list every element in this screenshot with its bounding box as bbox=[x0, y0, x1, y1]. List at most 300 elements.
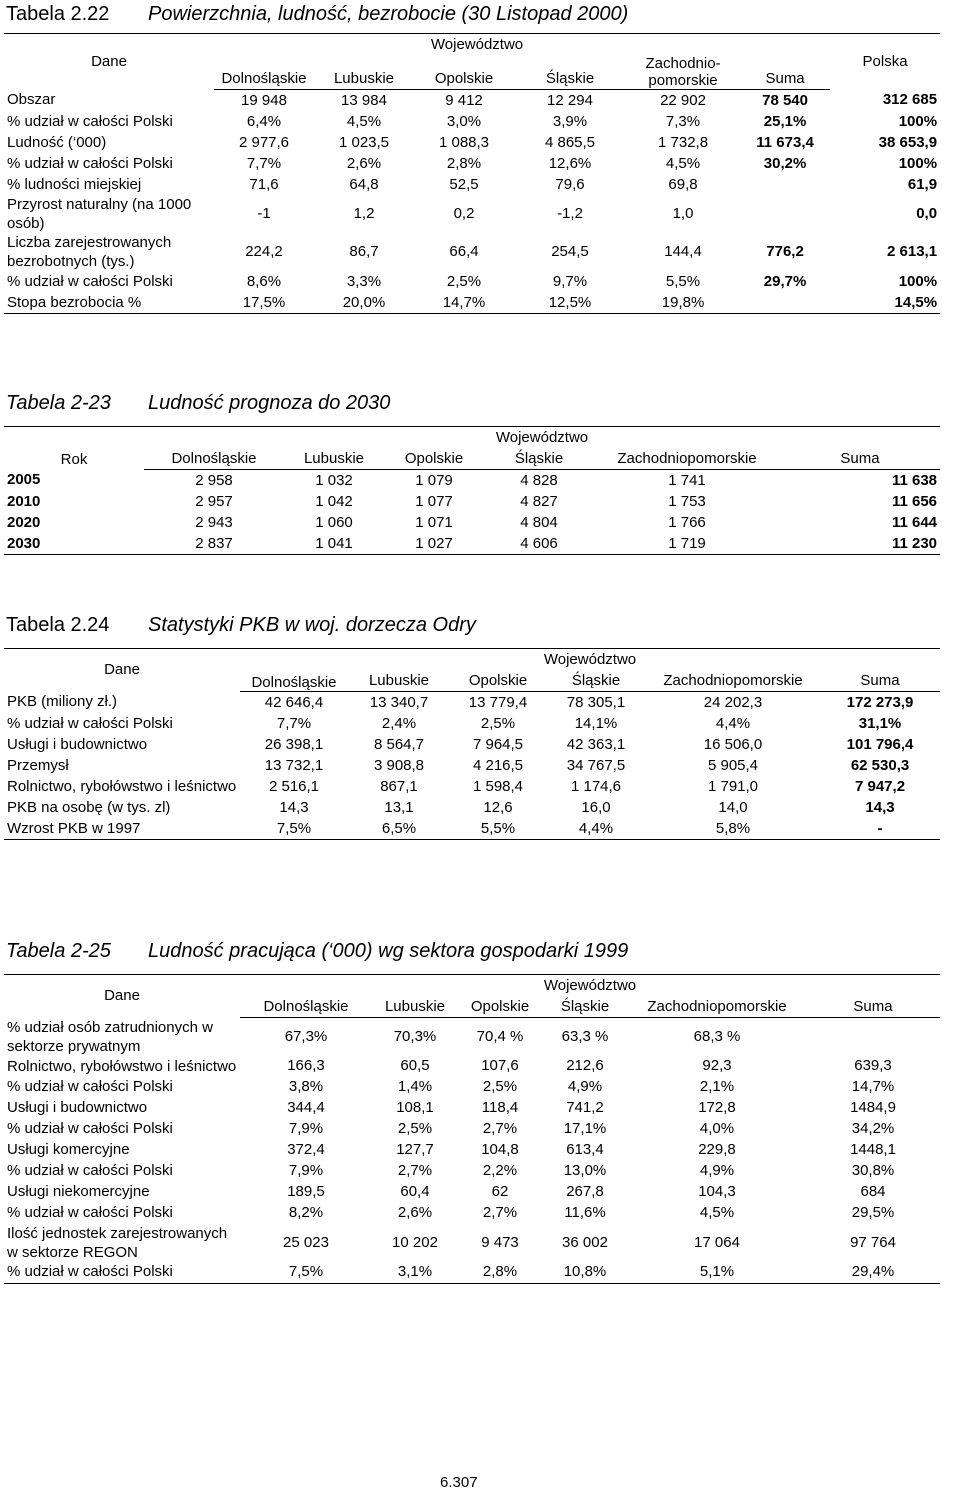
table-cell: 212,6 bbox=[566, 1057, 604, 1074]
row-label: % udział w całości Polski bbox=[7, 1204, 173, 1221]
table-cell: 14,3 bbox=[279, 798, 309, 816]
table-row bbox=[4, 470, 940, 492]
table-cell: 1 079 bbox=[415, 471, 453, 489]
row-label: Liczba zarejestrowanych bezrobotnych (tys.) bbox=[7, 234, 172, 270]
table-cell: 78 305,1 bbox=[566, 693, 626, 711]
table-cell: 101 796,4 bbox=[846, 735, 914, 753]
row-label: Przemysł bbox=[7, 756, 69, 774]
table-cell: 1 027 bbox=[384, 533, 484, 555]
table-cell: 42 363,1 bbox=[566, 735, 626, 753]
column-header: Suma bbox=[820, 670, 940, 692]
table-row bbox=[4, 1098, 940, 1119]
table-cell: 8,2% bbox=[288, 1204, 324, 1221]
table-cell: - bbox=[820, 818, 940, 840]
table-cell: 2 613,1 bbox=[887, 243, 938, 260]
header-wojewodztwo: Województwo bbox=[144, 427, 940, 449]
table-cell: 1,4% bbox=[397, 1078, 433, 1095]
table-cell: 1 071 bbox=[415, 513, 453, 531]
table-cell: 14,0 bbox=[718, 798, 748, 816]
table-cell: 14,1% bbox=[574, 714, 618, 732]
table-row bbox=[4, 271, 940, 292]
column-header: Opolskie bbox=[458, 996, 542, 1018]
table-row bbox=[4, 292, 940, 314]
table-row bbox=[4, 512, 940, 533]
column-header: Zachodniopomorskie bbox=[646, 670, 820, 692]
table-cell: 9 412 bbox=[445, 91, 483, 109]
row-label: % udział w całości Polski bbox=[7, 1120, 173, 1137]
table-cell: 144,4 bbox=[664, 243, 702, 260]
table-cell: -1 bbox=[257, 205, 271, 222]
table-cell: 10,8% bbox=[542, 1262, 628, 1284]
table-cell: 36 002 bbox=[562, 1233, 608, 1251]
table-cell: 13 340,7 bbox=[369, 693, 429, 711]
table-row bbox=[4, 713, 940, 734]
table-2-24 bbox=[4, 648, 940, 840]
table-cell: 1 041 bbox=[284, 533, 384, 555]
table-cell: 12 294 bbox=[547, 91, 593, 109]
table-cell: 69,8 bbox=[668, 175, 698, 193]
table-cell: 97 764 bbox=[850, 1233, 896, 1251]
table-cell: 70,4 % bbox=[476, 1027, 524, 1045]
row-label: Usługi i budownictwo bbox=[7, 1099, 148, 1116]
table-cell: 1 042 bbox=[315, 492, 353, 510]
column-header: Opolskie bbox=[384, 448, 484, 470]
table-cell: 86,7 bbox=[349, 243, 379, 260]
table-cell: 17 064 bbox=[694, 1233, 740, 1251]
table-cell: 104,8 bbox=[481, 1141, 519, 1158]
table-number: Tabela 2.22 bbox=[6, 3, 110, 25]
table-cell: 4 216,5 bbox=[472, 756, 524, 774]
table-cell: 684 bbox=[860, 1183, 886, 1200]
table-cell: 92,3 bbox=[702, 1057, 732, 1074]
table-cell: 70,3% bbox=[393, 1027, 437, 1045]
table-cell: 79,6 bbox=[555, 175, 585, 193]
header-dane: Dane bbox=[4, 975, 240, 1018]
table-cell: 104,3 bbox=[698, 1183, 736, 1200]
table-cell: 60,4 bbox=[400, 1183, 430, 1200]
table-cell: 1 791,0 bbox=[707, 777, 759, 795]
table-cell: 172 273,9 bbox=[846, 693, 914, 711]
table-cell: 26 398,1 bbox=[264, 735, 324, 753]
table-cell: 1 766 bbox=[668, 513, 706, 531]
table-cell: 166,3 bbox=[287, 1057, 325, 1074]
table-cell: 1448,1 bbox=[850, 1141, 896, 1158]
table-cell: 118,4 bbox=[481, 1099, 519, 1116]
table-cell: 4,4% bbox=[715, 714, 751, 732]
table-cell: 9 473 bbox=[481, 1233, 519, 1251]
table-cell: 1 598,4 bbox=[472, 777, 524, 795]
table-cell: 61,9 bbox=[907, 175, 938, 193]
table-cell bbox=[740, 292, 830, 314]
table-cell: 1484,9 bbox=[850, 1099, 896, 1116]
table-number: Tabela 2-23 bbox=[6, 392, 111, 414]
table-cell: 4 865,5 bbox=[544, 133, 596, 151]
row-label: % udział w całości Polski bbox=[7, 714, 173, 732]
header-wojewodztwo: Województwo bbox=[240, 975, 940, 997]
table-cell: 344,4 bbox=[287, 1099, 325, 1116]
table-cell: 2 977,6 bbox=[238, 133, 290, 151]
table-row bbox=[4, 1077, 940, 1098]
row-label: Przyrost naturalny (na 1000 osób) bbox=[7, 196, 192, 232]
table-row bbox=[4, 1018, 940, 1056]
table-cell: 0,0 bbox=[916, 205, 938, 222]
table-2-22-caption bbox=[6, 3, 628, 26]
table-cell: 1 088,3 bbox=[438, 133, 490, 151]
table-cell: 62 bbox=[491, 1183, 509, 1200]
table-cell: 12,5% bbox=[514, 292, 626, 314]
table-cell: 11 644 bbox=[891, 513, 938, 531]
table-cell: 1 032 bbox=[315, 471, 353, 489]
table-cell: 7,5% bbox=[240, 1262, 372, 1284]
table-cell: 17,5% bbox=[214, 292, 314, 314]
column-header: Suma bbox=[806, 996, 940, 1018]
row-label: % udział w całości Polski bbox=[7, 112, 173, 130]
table-cell: 5 905,4 bbox=[707, 756, 759, 774]
table-cell: 2 958 bbox=[195, 471, 233, 489]
table-cell: 29,5% bbox=[851, 1204, 895, 1221]
table-cell: 29,4% bbox=[806, 1262, 940, 1284]
column-header: Zachodniopomorskie bbox=[628, 996, 806, 1018]
table-row bbox=[4, 755, 940, 776]
table-cell: 14,3 bbox=[865, 798, 895, 816]
table-cell: 1 732,8 bbox=[658, 133, 709, 151]
table-cell: 14,5% bbox=[830, 292, 940, 314]
table-cell: 1,0 bbox=[672, 205, 694, 222]
table-cell: 613,4 bbox=[566, 1141, 604, 1158]
header-wojewodztwo: Województwo bbox=[240, 649, 940, 671]
table-cell: 5,5% bbox=[450, 818, 546, 840]
column-header: Śląskie bbox=[546, 670, 646, 692]
table-cell: 24 202,3 bbox=[703, 693, 763, 711]
table-cell: 66,4 bbox=[449, 243, 479, 260]
table-row bbox=[4, 1262, 940, 1284]
row-label: 2030 bbox=[4, 533, 144, 555]
column-header: Śląskie bbox=[484, 448, 594, 470]
table-2-22 bbox=[4, 33, 940, 314]
row-label: Stopa bezrobocia % bbox=[4, 292, 214, 314]
table-cell: 30,8% bbox=[851, 1162, 895, 1179]
header-polska: Polska bbox=[830, 34, 940, 90]
table-cell: 60,5 bbox=[400, 1057, 430, 1074]
table-cell: 3,1% bbox=[372, 1262, 458, 1284]
table-cell: 2 943 bbox=[195, 513, 233, 531]
table-cell: 2,5% bbox=[480, 714, 516, 732]
table-cell: 1 174,6 bbox=[570, 777, 622, 795]
row-label: Obszar bbox=[7, 91, 56, 109]
row-label: 2020 bbox=[7, 513, 41, 531]
table-cell: 6,4% bbox=[246, 112, 282, 130]
table-row bbox=[4, 797, 940, 818]
table-cell: 3,9% bbox=[552, 112, 588, 130]
table-cell: 20,0% bbox=[314, 292, 414, 314]
row-label: % udział w całości Polski bbox=[4, 1262, 240, 1284]
table-cell: 639,3 bbox=[854, 1057, 892, 1074]
table-cell: 67,3% bbox=[284, 1027, 328, 1045]
table-cell: 63,3 % bbox=[561, 1027, 609, 1045]
table-row bbox=[4, 1161, 940, 1182]
row-label: Ludność (‘000) bbox=[7, 133, 107, 151]
table-cell: 4 606 bbox=[484, 533, 594, 555]
table-cell: 25,1% bbox=[763, 112, 807, 130]
table-cell: 13,0% bbox=[563, 1162, 607, 1179]
table-cell: 2,8% bbox=[458, 1262, 542, 1284]
table-number: Tabela 2-25 bbox=[6, 940, 111, 962]
table-cell: 13,1 bbox=[384, 798, 414, 816]
table-cell: 31,1% bbox=[858, 714, 902, 732]
column-header: Zachodnio-pomorskie bbox=[626, 55, 740, 90]
table-cell: 14,7% bbox=[414, 292, 514, 314]
table-cell: 2,4% bbox=[381, 714, 417, 732]
table-cell: 254,5 bbox=[551, 243, 589, 260]
table-cell: 62 530,3 bbox=[850, 756, 910, 774]
table-row bbox=[4, 1224, 940, 1262]
table-cell: 4,4% bbox=[546, 818, 646, 840]
table-cell: 34,2% bbox=[851, 1120, 895, 1137]
table-cell: 71,6 bbox=[249, 175, 279, 193]
table-cell: 741,2 bbox=[566, 1099, 604, 1116]
table-cell: 312 685 bbox=[882, 91, 938, 109]
table-cell: 10 202 bbox=[392, 1233, 438, 1251]
table-cell: 189,5 bbox=[287, 1183, 325, 1200]
table-row bbox=[4, 153, 940, 174]
row-label: PKB na osobę (w tys. zl) bbox=[7, 798, 171, 816]
table-cell: 6,5% bbox=[348, 818, 450, 840]
row-label: % udział osób zatrudnionych w sektorze prywatnym bbox=[7, 1018, 213, 1055]
table-cell: 13 779,4 bbox=[468, 693, 528, 711]
table-cell: 1 060 bbox=[315, 513, 353, 531]
table-title: Ludność pracująca (‘000) wg sektora gospodarki 1999 bbox=[148, 940, 629, 962]
column-header: Śląskie bbox=[514, 55, 626, 90]
table-row bbox=[4, 776, 940, 797]
table-cell: 7,9% bbox=[288, 1162, 324, 1179]
table-cell: 34 767,5 bbox=[566, 756, 626, 774]
table-cell: -1,2 bbox=[557, 205, 583, 222]
table-cell: 7,5% bbox=[240, 818, 348, 840]
table-cell: 1,2 bbox=[353, 205, 375, 222]
row-label: Ilość jednostek zarejestrowanych w sektorze REGON bbox=[7, 1224, 228, 1261]
table-cell: 2,2% bbox=[482, 1162, 518, 1179]
table-cell: 127,7 bbox=[396, 1141, 434, 1158]
table-row bbox=[4, 195, 940, 233]
table-cell: 64,8 bbox=[349, 175, 379, 193]
column-header: Dolnośląskie bbox=[240, 670, 348, 692]
table-cell: 9,7% bbox=[552, 272, 588, 290]
table-cell: 0,2 bbox=[453, 205, 475, 222]
table-cell: 22 902 bbox=[660, 91, 706, 109]
table-cell: 172,8 bbox=[698, 1099, 736, 1116]
table-cell: 7 964,5 bbox=[472, 735, 524, 753]
table-cell: 4,5% bbox=[346, 112, 382, 130]
table-cell: 224,2 bbox=[245, 243, 283, 260]
table-cell: 11 656 bbox=[891, 492, 938, 510]
table-cell: 16,0 bbox=[581, 798, 611, 816]
table-cell: 11 230 bbox=[780, 533, 940, 555]
table-cell: 7,3% bbox=[665, 112, 701, 130]
table-row bbox=[4, 1140, 940, 1161]
table-cell: 267,8 bbox=[566, 1183, 604, 1200]
table-cell: 2,6% bbox=[397, 1204, 433, 1221]
table-cell: 2 837 bbox=[144, 533, 284, 555]
row-label: % udział w całości Polski bbox=[7, 154, 173, 172]
table-cell: 11 638 bbox=[891, 471, 938, 489]
table-cell: 100% bbox=[898, 154, 938, 172]
table-row bbox=[4, 90, 940, 112]
table-cell: 78 540 bbox=[762, 91, 808, 109]
table-cell: 2 957 bbox=[195, 492, 233, 510]
column-header: Suma bbox=[740, 55, 830, 90]
table-cell: 1 077 bbox=[415, 492, 453, 510]
table-cell bbox=[740, 195, 830, 233]
table-title: Ludność prognoza do 2030 bbox=[148, 392, 391, 414]
column-header: Lubuskie bbox=[314, 55, 414, 90]
table-cell: 52,5 bbox=[449, 175, 479, 193]
row-label: % udział w całości Polski bbox=[7, 1078, 173, 1095]
table-cell: 2,5% bbox=[482, 1078, 518, 1095]
table-cell: 7,9% bbox=[288, 1120, 324, 1137]
table-cell: 7 947,2 bbox=[854, 777, 906, 795]
column-header: Lubuskie bbox=[372, 996, 458, 1018]
table-cell: 11 673,4 bbox=[756, 133, 814, 151]
row-label: Wzrost PKB w 1997 bbox=[4, 818, 240, 840]
table-number: Tabela 2.24 bbox=[6, 614, 110, 636]
table-cell: 12,6% bbox=[548, 154, 592, 172]
row-label: PKB (miliony zł.) bbox=[7, 693, 118, 711]
table-cell: 1 741 bbox=[668, 471, 706, 489]
table-2-25 bbox=[4, 974, 940, 1284]
table-cell: 4,5% bbox=[665, 154, 701, 172]
table-cell: 2,7% bbox=[482, 1204, 518, 1221]
table-cell: 4 828 bbox=[520, 471, 558, 489]
table-row bbox=[4, 1056, 940, 1077]
row-label: % ludności miejskiej bbox=[7, 175, 142, 193]
row-label: 2005 bbox=[7, 471, 41, 489]
table-row bbox=[4, 1119, 940, 1140]
table-cell: 30,2% bbox=[763, 154, 807, 172]
table-row bbox=[4, 174, 940, 195]
column-header: Opolskie bbox=[450, 670, 546, 692]
table-cell: 4 804 bbox=[520, 513, 558, 531]
table-cell: 12,6 bbox=[483, 798, 513, 816]
table-cell: 2,1% bbox=[699, 1078, 735, 1095]
table-cell: 107,6 bbox=[481, 1057, 519, 1074]
table-cell: 2,5% bbox=[397, 1120, 433, 1137]
row-label: Usługi i budownictwo bbox=[7, 735, 148, 753]
table-cell: 5,1% bbox=[628, 1262, 806, 1284]
header-dane: Dane bbox=[4, 649, 240, 692]
table-cell: 776,2 bbox=[766, 243, 804, 260]
table-cell: 7,7% bbox=[246, 154, 282, 172]
table-2-24-caption bbox=[6, 614, 476, 637]
table-2-23-caption bbox=[6, 392, 390, 415]
table-cell bbox=[740, 174, 830, 195]
row-label: Rolnictwo, rybołówstwo i leśnictwo bbox=[7, 778, 237, 795]
row-label: 2010 bbox=[7, 492, 41, 510]
table-2-23 bbox=[4, 426, 940, 555]
table-cell: 100% bbox=[898, 272, 938, 290]
header-dane: Dane bbox=[4, 34, 214, 90]
table-cell: 1 023,5 bbox=[338, 133, 390, 151]
table-cell: 8,6% bbox=[246, 272, 282, 290]
table-cell: 3 908,8 bbox=[373, 756, 425, 774]
table-row bbox=[4, 1182, 940, 1203]
table-cell: 11,6% bbox=[564, 1204, 606, 1221]
table-cell: 29,7% bbox=[763, 272, 807, 290]
table-cell: 13 984 bbox=[341, 91, 387, 109]
table-row bbox=[4, 734, 940, 755]
row-label: Usługi komercyjne bbox=[7, 1141, 130, 1158]
table-title: Statystyki PKB w woj. dorzecza Odry bbox=[148, 614, 476, 636]
row-label: % udział w całości Polski bbox=[7, 1162, 173, 1179]
table-cell: 3,0% bbox=[446, 112, 482, 130]
table-cell: 4,9% bbox=[699, 1162, 735, 1179]
table-cell: 13 732,1 bbox=[264, 756, 324, 774]
column-header: Opolskie bbox=[414, 55, 514, 90]
table-cell: 19 948 bbox=[241, 91, 287, 109]
table-cell: 7,7% bbox=[276, 714, 312, 732]
table-cell: 867,1 bbox=[380, 777, 418, 795]
table-cell: 2,5% bbox=[446, 272, 482, 290]
table-row bbox=[4, 692, 940, 714]
column-header: Suma bbox=[780, 448, 940, 470]
column-header: Lubuskie bbox=[348, 670, 450, 692]
page-number: 6.307 bbox=[440, 1474, 478, 1491]
table-cell: 2,7% bbox=[397, 1162, 433, 1179]
table-row bbox=[4, 233, 940, 271]
table-cell: 4,5% bbox=[699, 1204, 735, 1221]
table-cell: 16 506,0 bbox=[703, 735, 763, 753]
table-cell: 38 653,9 bbox=[878, 133, 938, 151]
table-cell: 3,3% bbox=[346, 272, 382, 290]
table-cell: 8 564,7 bbox=[373, 735, 425, 753]
column-header: Śląskie bbox=[542, 996, 628, 1018]
table-cell: 4 827 bbox=[520, 492, 558, 510]
table-cell: 4,9% bbox=[567, 1078, 603, 1095]
table-cell: 4,0% bbox=[699, 1120, 735, 1137]
table-cell: 25 023 bbox=[283, 1233, 329, 1251]
table-cell: 5,8% bbox=[646, 818, 820, 840]
table-cell: 2,6% bbox=[346, 154, 382, 172]
table-cell: 2,8% bbox=[446, 154, 482, 172]
table-cell: 3,8% bbox=[288, 1078, 324, 1095]
column-header: Dolnośląskie bbox=[214, 55, 314, 90]
column-header: Lubuskie bbox=[284, 448, 384, 470]
column-header: Zachodniopomorskie bbox=[594, 448, 780, 470]
table-row bbox=[4, 132, 940, 153]
column-header: Dolnośląskie bbox=[144, 448, 284, 470]
row-label: Usługi niekomercyjne bbox=[7, 1183, 150, 1200]
table-cell: 42 646,4 bbox=[264, 693, 324, 711]
row-label: % udział w całości Polski bbox=[7, 272, 173, 290]
header-rok: Rok bbox=[4, 427, 144, 470]
table-title: Powierzchnia, ludność, bezrobocie (30 Listopad 2000) bbox=[148, 3, 629, 25]
table-cell: 2,7% bbox=[482, 1120, 518, 1137]
table-row bbox=[4, 818, 940, 840]
table-cell: 14,7% bbox=[851, 1078, 895, 1095]
table-row bbox=[4, 533, 940, 555]
table-cell: 229,8 bbox=[698, 1141, 736, 1158]
table-cell: 19,8% bbox=[626, 292, 740, 314]
table-cell: 17,1% bbox=[563, 1120, 607, 1137]
table-row bbox=[4, 491, 940, 512]
table-cell: 68,3 % bbox=[693, 1027, 741, 1045]
row-label: Rolnictwo, rybołówstwo i leśnictwo bbox=[7, 1057, 237, 1075]
table-2-25-caption bbox=[6, 940, 628, 963]
header-wojewodztwo: Województwo bbox=[214, 34, 740, 56]
table-row bbox=[4, 1203, 940, 1224]
column-header: Dolnośląskie bbox=[240, 996, 372, 1018]
table-cell: 5,5% bbox=[665, 272, 701, 290]
table-cell bbox=[806, 1018, 940, 1056]
